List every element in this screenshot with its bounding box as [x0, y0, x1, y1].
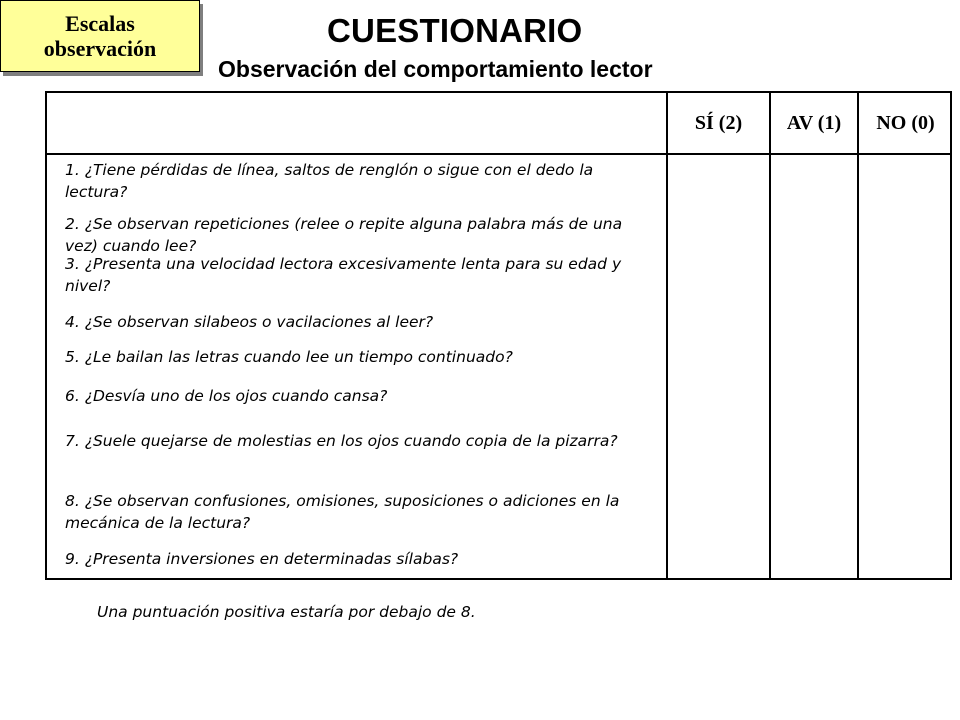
scoring-note: Una puntuación positiva estaría por debajo de 8. — [97, 603, 476, 621]
section-tag — [0, 0, 200, 72]
column-header-si: SÍ (2) — [694, 111, 743, 134]
question-4: 4. ¿Se observan silabeos o vacilaciones al leer? — [65, 313, 434, 331]
page-subtitle: Observación del comportamiento lector — [218, 56, 653, 82]
question-8: 8. ¿Se observan confusiones, omisiones, suposiciones o adiciones en la mecánica de la lectura? — [65, 492, 620, 532]
question-1: 1. ¿Tiene pérdidas de línea, saltos de renglón o sigue con el dedo la lectura? — [65, 161, 594, 201]
section-tag-line2: observación — [43, 36, 157, 61]
column-divider — [769, 93, 771, 578]
question-5: 5. ¿Le bailan las letras cuando lee un tiempo continuado? — [65, 348, 513, 366]
question-6: 6. ¿Desvía uno de los ojos cuando cansa? — [65, 387, 388, 405]
questionnaire-table — [45, 91, 952, 580]
section-tag-line1: Escalas — [65, 11, 135, 36]
column-divider — [857, 93, 859, 578]
question-9: 9. ¿Presenta inversiones en determinadas sílabas? — [65, 550, 459, 568]
column-header-av: AV (1) — [786, 111, 842, 134]
header-divider — [47, 153, 950, 155]
column-header-no: NO (0) — [876, 111, 935, 134]
question-2: 2. ¿Se observan repeticiones (relee o repite alguna palabra más de una vez) cuando lee? — [65, 215, 623, 255]
page-title: CUESTIONARIO — [327, 12, 583, 49]
question-7: 7. ¿Suele quejarse de molestias en los ojos cuando copia de la pizarra? — [65, 432, 618, 450]
question-3: 3. ¿Presenta una velocidad lectora excesivamente lenta para su edad y nivel? — [65, 255, 622, 295]
column-divider — [666, 93, 668, 578]
